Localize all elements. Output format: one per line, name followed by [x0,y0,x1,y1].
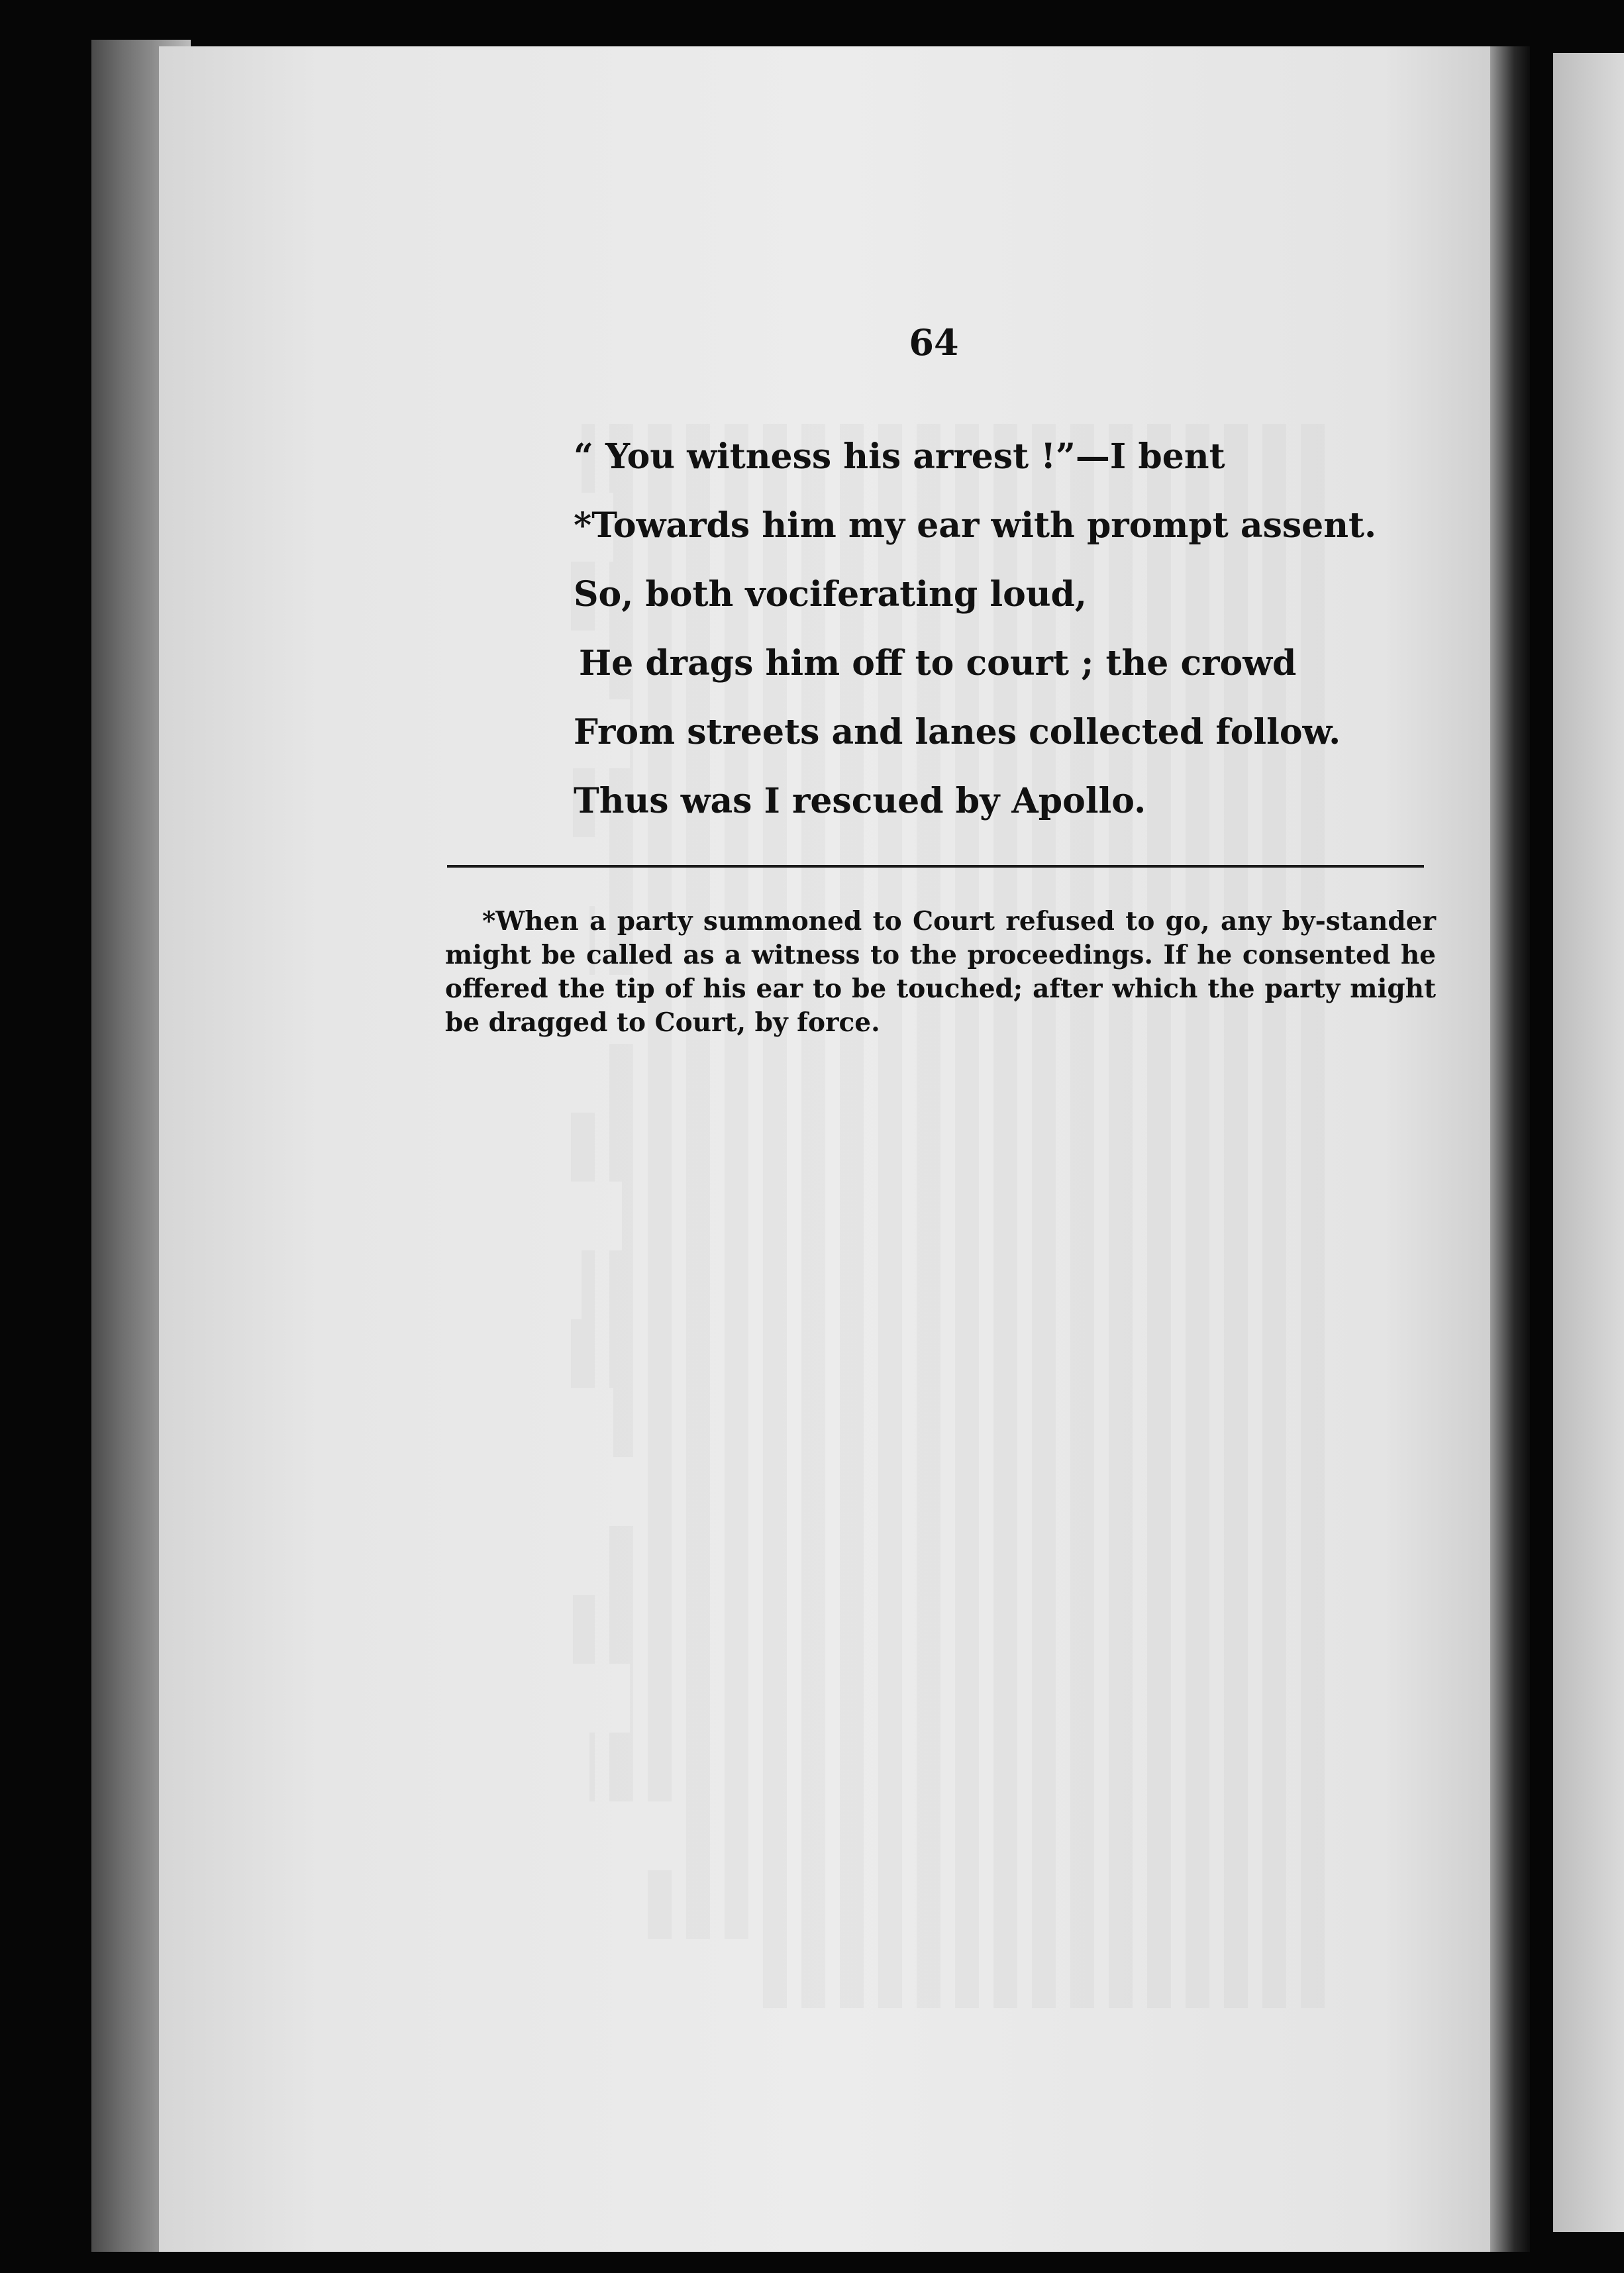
facing-page-edge [1553,53,1624,2232]
footnote [445,905,1436,1040]
verse-block [574,423,1435,836]
footnote-text: *When a party summoned to Court refused to go, any by-stander might be called as a witness to the proceedings. If he consented he offered the tip of his ear to be touched; after which the party might be dragged to Court, by force. [445,906,1436,1038]
book-gutter [1490,46,1530,2252]
verse-line: *Towards him my ear with prompt assent. [574,505,1377,546]
page-number: 64 [909,321,959,364]
footnote-divider [447,865,1424,868]
verse-line: Thus was I rescued by Apollo. [574,781,1146,821]
verse-line: So, both vociferating loud, [574,574,1088,615]
verse-line: From streets and lanes collected follow. [574,712,1341,752]
verse-line: He drags him off to court ; the crowd [579,643,1297,683]
verse-line: “ You witness his arrest !”—I bent [574,436,1225,477]
